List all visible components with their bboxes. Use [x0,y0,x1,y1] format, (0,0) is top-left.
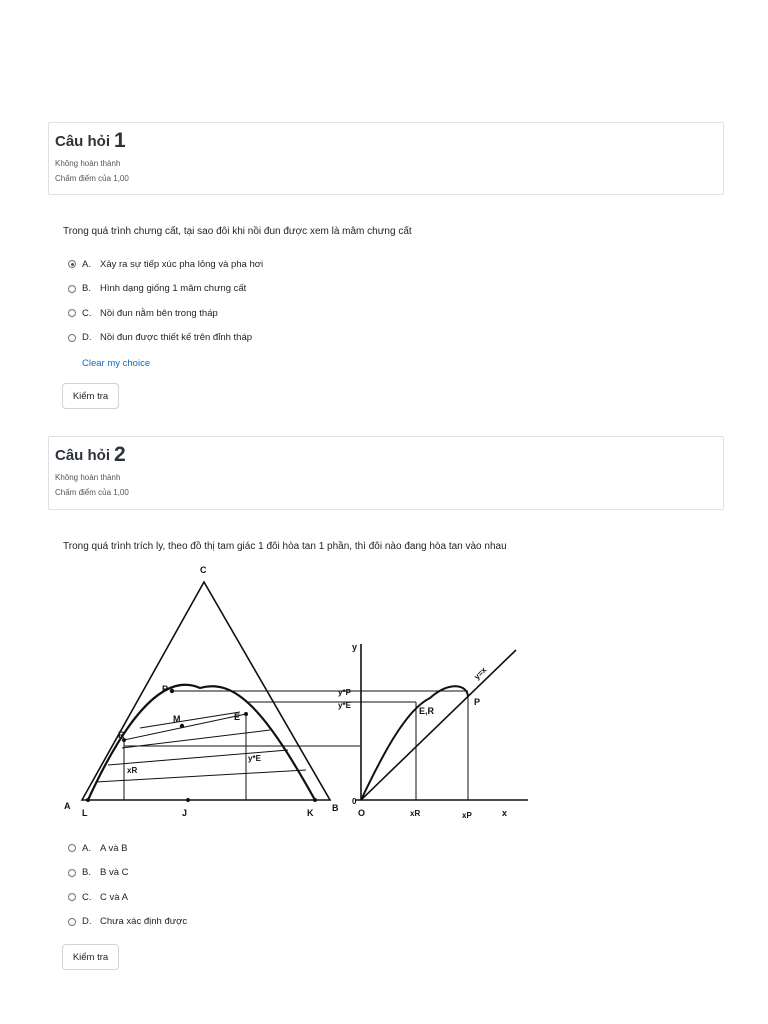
question-1-answers [68,252,263,350]
question-2-grade: Chấm điểm của 1,00 [55,488,129,497]
answer-letter: C. [82,307,92,319]
point-L [86,798,90,802]
radio-button[interactable] [68,869,76,877]
radio-button[interactable] [68,844,76,852]
label-ER: E,R [419,706,435,716]
answer-text: Nồi đun nằm bên trong tháp [100,307,218,319]
radio-button[interactable] [68,918,76,926]
answer-text: Nồi đun được thiết kế trên đỉnh tháp [100,332,253,344]
label-xR: xR [410,809,421,818]
question-label: Câu hỏi [55,133,110,150]
answer-option[interactable] [68,252,263,277]
label-yE-triangle: y*E [248,754,261,763]
label-R: R [118,730,125,740]
label-J: J [182,808,188,818]
label-x: x [502,808,508,818]
label-y-equals-x: y=x [472,665,489,682]
label-xR-triangle: xR [127,766,138,775]
answer-letter: D. [82,916,92,928]
answer-letter: C. [82,891,92,903]
question-1-title [55,129,717,154]
answer-letter: A. [82,258,91,270]
point-M [180,724,184,728]
label-B: B [332,803,339,813]
question-1-info [48,122,724,195]
question-2-text: Trong quá trình trích ly, theo đồ thị tam giác 1 đôi hòa tan 1 phần, thì đôi nào đang hòa tan vào nhau [63,541,507,552]
label-L: L [82,808,88,818]
answer-option[interactable] [68,836,187,861]
answer-option[interactable] [68,301,263,326]
radio-button[interactable] [68,309,76,317]
check-button[interactable]: Kiểm tra [62,383,119,409]
clear-my-choice-link[interactable]: Clear my choice [82,358,151,369]
tie-line [122,730,270,748]
label-P: P [162,684,169,694]
distribution-plot [355,644,528,800]
label-E: E [234,712,241,722]
answer-option[interactable] [68,277,263,302]
answer-text: Chưa xác định được [100,916,188,928]
radio-button[interactable] [68,334,76,342]
radio-button[interactable] [68,285,76,293]
answer-option[interactable] [68,910,187,935]
question-number: 1 [114,129,126,152]
radio-button-checked[interactable] [68,260,76,268]
check-button[interactable]: Kiểm tra [62,944,119,970]
answer-text: Hình dạng giống 1 mâm chưng cất [100,283,247,295]
label-O: O [358,808,366,818]
diagram-labels [64,565,507,820]
answer-letter: A. [82,842,91,854]
question-number: 2 [114,443,126,466]
answer-letter: D. [82,332,92,344]
tie-line [108,750,288,765]
label-K: K [307,808,314,818]
answer-option[interactable] [68,861,187,886]
point-J [186,798,190,802]
question-1-grade: Chấm điểm của 1,00 [55,174,129,183]
label-M: M [173,714,181,724]
tie-line-RE [124,714,246,740]
extraction-diagram [60,560,530,822]
question-1-text: Trong quá trình chưng cất, tại sao đôi khi nồi đun được xem là mâm chưng cất [63,226,412,237]
triangle-diagram [82,582,360,800]
diagonal-line [361,650,516,800]
answer-option[interactable] [68,326,263,351]
answer-letter: B. [82,283,91,295]
answer-option[interactable] [68,885,187,910]
question-2-answers [68,836,187,934]
label-yP-axis: y*P [338,688,351,697]
label-0: 0 [352,797,357,806]
question-2-title [55,443,717,468]
radio-button[interactable] [68,893,76,901]
answer-letter: B. [82,867,91,879]
label-P-right: P [474,697,481,707]
question-label: Câu hỏi [55,447,110,464]
label-C: C [200,565,207,575]
label-xP: xP [462,811,472,820]
question-2-state: Không hoàn thành [55,473,121,482]
label-A: A [64,801,71,811]
equilibrium-curve [361,686,468,800]
question-2-info [48,436,724,510]
point-P [170,689,174,693]
answer-text: Xảy ra sự tiếp xúc pha lỏng và pha hơi [100,258,264,270]
label-y: y [352,642,358,652]
point-K [313,798,317,802]
answer-text: C và A [100,891,128,903]
point-E [244,712,248,716]
label-yE-axis: y*E [338,701,351,710]
answer-text: B và C [100,867,129,879]
answer-text: A và B [100,842,128,854]
question-1-state: Không hoàn thành [55,159,121,168]
